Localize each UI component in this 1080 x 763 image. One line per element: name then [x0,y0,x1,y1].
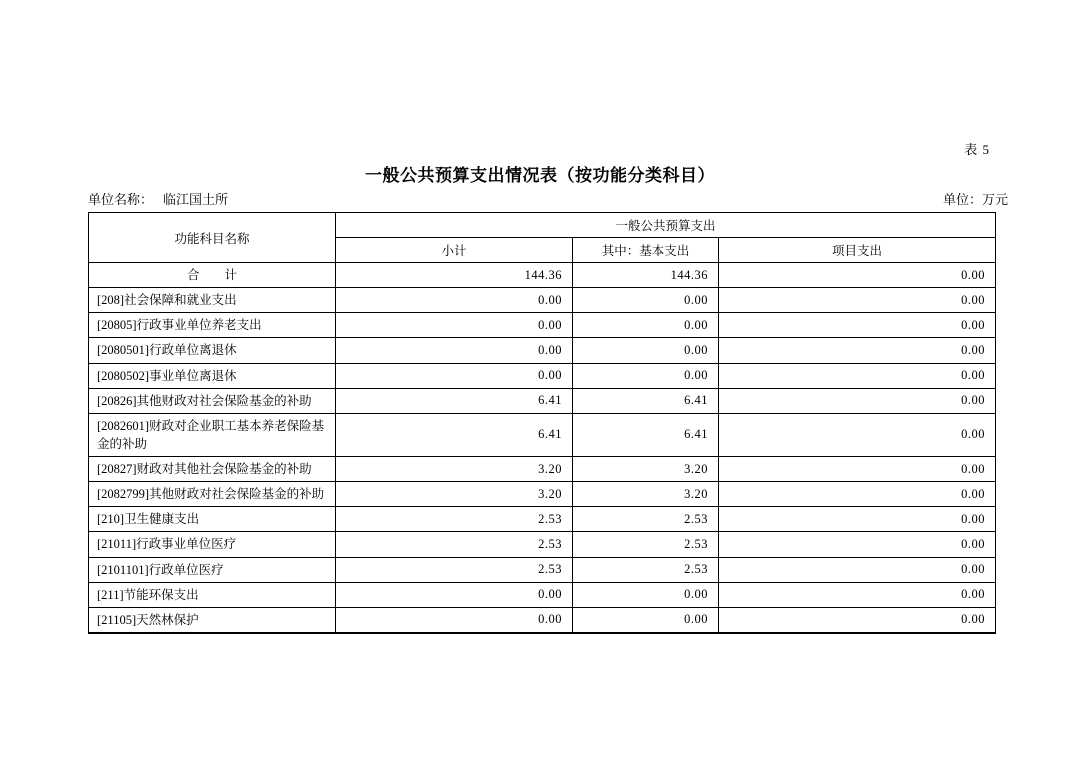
table-meta-row [88,189,1008,208]
table-row [89,557,996,582]
project-expenditure-value-cell: 0.00 [719,557,996,582]
basic-expenditure-value-cell: 0.00 [573,338,719,363]
project-expenditure-value-cell: 0.00 [719,363,996,388]
table-row [89,582,996,607]
subject-name-cell: [2101101]行政单位医疗 [89,557,336,582]
table-row [89,288,996,313]
unit-name-label: 单位名称： [88,192,154,207]
column-header-group: 一般公共预算支出 [336,213,996,238]
project-expenditure-value-cell: 0.00 [719,338,996,363]
table-row [89,338,996,363]
basic-expenditure-value-cell: 0.00 [573,313,719,338]
basic-expenditure-value-cell: 0.00 [573,288,719,313]
subtotal-value-cell: 0.00 [336,313,573,338]
subject-name-cell: [208]社会保障和就业支出 [89,288,336,313]
project-expenditure-value-cell: 0.00 [719,313,996,338]
subtotal-value-cell: 3.20 [336,457,573,482]
subject-name-cell: [2082601]财政对企业职工基本养老保险基金的补助 [89,413,336,456]
table-row [89,363,996,388]
table-row [89,413,996,456]
subtotal-value-cell: 2.53 [336,532,573,557]
basic-expenditure-value-cell: 6.41 [573,413,719,456]
sheet-number-label: 表 5 [964,142,990,157]
subtotal-value-cell: 2.53 [336,507,573,532]
basic-expenditure-value-cell: 2.53 [573,532,719,557]
column-header-subject: 功能科目名称 [89,213,336,263]
subject-name-cell: [211]节能环保支出 [89,582,336,607]
project-expenditure-value-cell: 0.00 [719,263,996,288]
subject-name-cell: [20827]财政对其他社会保险基金的补助 [89,457,336,482]
basic-expenditure-value-cell: 3.20 [573,482,719,507]
project-expenditure-value-cell: 0.00 [719,607,996,633]
subtotal-value-cell: 3.20 [336,482,573,507]
project-expenditure-value-cell: 0.00 [719,388,996,413]
column-header-basic: 其中：基本支出 [573,238,719,263]
table-body [89,263,996,633]
subject-name-cell: [20826]其他财政对社会保险基金的补助 [89,388,336,413]
basic-expenditure-value-cell: 0.00 [573,363,719,388]
subject-name-cell: [2082799]其他财政对社会保险基金的补助 [89,482,336,507]
header-row-group [89,213,996,238]
subtotal-value-cell: 144.36 [336,263,573,288]
subject-name-cell: [2080502]事业单位离退休 [89,363,336,388]
table-row [89,532,996,557]
project-expenditure-value-cell: 0.00 [719,482,996,507]
project-expenditure-value-cell: 0.00 [719,582,996,607]
subtotal-value-cell: 0.00 [336,607,573,633]
basic-expenditure-value-cell: 2.53 [573,507,719,532]
table-row [89,482,996,507]
column-header-project: 项目支出 [719,238,996,263]
project-expenditure-value-cell: 0.00 [719,288,996,313]
subject-name-cell: [21105]天然林保护 [89,607,336,633]
table-row [89,507,996,532]
project-expenditure-value-cell: 0.00 [719,532,996,557]
table-header [89,213,996,263]
subject-name-cell: [210]卫生健康支出 [89,507,336,532]
basic-expenditure-value-cell: 0.00 [573,607,719,633]
basic-expenditure-value-cell: 144.36 [573,263,719,288]
subtotal-value-cell: 0.00 [336,582,573,607]
subtotal-value-cell: 0.00 [336,363,573,388]
currency-unit-label: 单位：万元 [942,192,1008,207]
basic-expenditure-value-cell: 3.20 [573,457,719,482]
subject-name-cell: [2080501]行政单位离退休 [89,338,336,363]
budget-expenditure-table [88,212,996,634]
basic-expenditure-value-cell: 0.00 [573,582,719,607]
subject-name-cell: [21011]行政事业单位医疗 [89,532,336,557]
basic-expenditure-value-cell: 2.53 [573,557,719,582]
table-row [89,388,996,413]
unit-name-value: 临江国土所 [163,192,229,207]
subtotal-value-cell: 0.00 [336,288,573,313]
column-header-subtotal: 小计 [336,238,573,263]
project-expenditure-value-cell: 0.00 [719,507,996,532]
table-row [89,313,996,338]
table-row [89,607,996,633]
table-row [89,263,996,288]
unit-name-line [88,189,228,208]
subtotal-value-cell: 2.53 [336,557,573,582]
page-title: 一般公共预算支出情况表（按功能分类科目） [365,166,715,185]
subject-name-cell: 合 计 [89,263,336,288]
subtotal-value-cell: 6.41 [336,413,573,456]
subtotal-value-cell: 6.41 [336,388,573,413]
subtotal-value-cell: 0.00 [336,338,573,363]
basic-expenditure-value-cell: 6.41 [573,388,719,413]
subject-name-cell: [20805]行政事业单位养老支出 [89,313,336,338]
table-row [89,457,996,482]
project-expenditure-value-cell: 0.00 [719,413,996,456]
project-expenditure-value-cell: 0.00 [719,457,996,482]
